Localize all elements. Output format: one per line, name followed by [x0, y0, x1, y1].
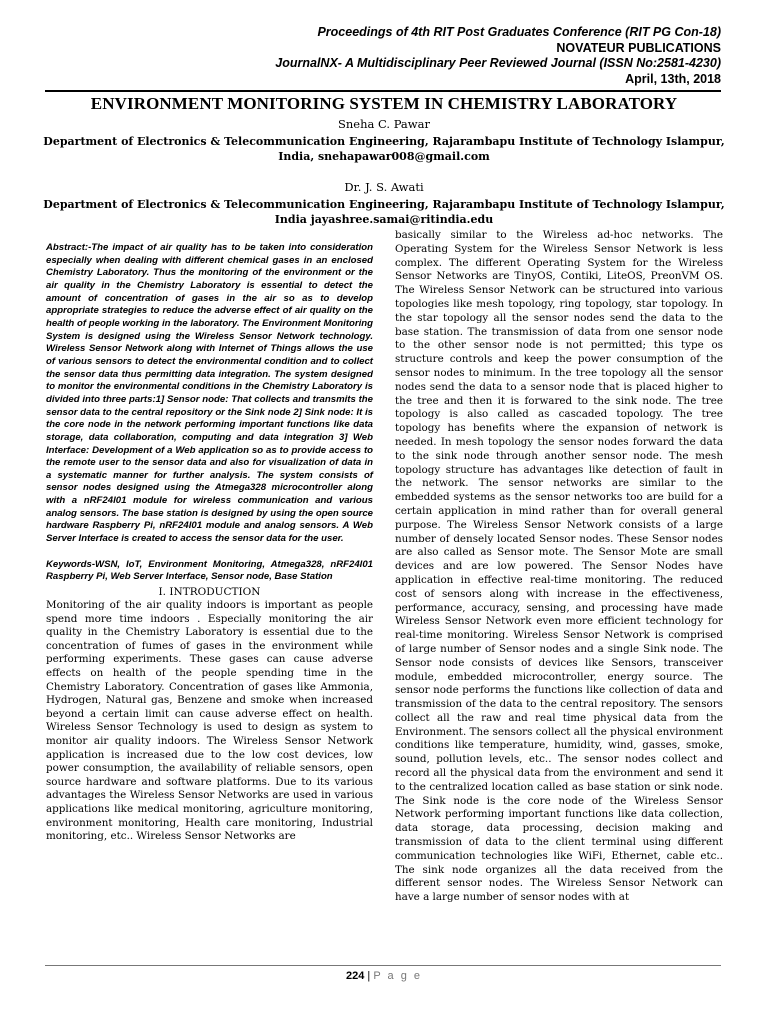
page-label: P a g e	[373, 970, 422, 982]
journal-name: JournalNX- A Multidisciplinary Peer Reviewed Journal (ISSN No:2581-4230)	[275, 56, 721, 70]
abstract: Abstract:-The impact of air quality has to be taken into consideration especially when dealing with different chemical gases in an enclosed Chemistry Laboratory. Thus the monitoring of the environment or the air quality in the Chemistry Laboratory is essential to detect the amount of concentration of gases in the air so as to develop appropriate strategies to reduce the adverse effect of air quality on the health of people working in the laboratory. The Environment Monitoring System is designed using the Wireless Sensor Network technology. Wireless Sensor Network along with Internet of Things allows the use of various sensors to detect the environmental condition and to collect the sensor data thus permitting data integration. The system designed to monitor the environmental conditions in the Chemistry Laboratory is divided into three parts:1] Sensor node: That collects and transmits the sensor data to the central repository or the Sink node 2] Sink node: It is the core node in the network performing important functions like data storage, data collaboration, computing and data integration 3] Web Interface: Development of a Web application so as to provide access to the remote user to the sensor data and also for visualization of data in a systematic manner for further analysis. The system consists of sensor nodes designed using the Atmega328 microcontroller along with a nRF24l01 module for wireless communication and various analog sensors. The base station is designed by using the open source hardware Raspberry Pi, nRF24l01 module and analog sensors. A Web Server Interface is created to access the sensor data for the user.	[46, 242, 373, 545]
publisher-name: NOVATEUR PUBLICATIONS	[556, 40, 721, 55]
publication-date: April, 13th, 2018	[625, 71, 721, 86]
section-heading: I. INTRODUCTION	[158, 586, 261, 599]
page-footer	[0, 970, 768, 982]
page-number: 224	[345, 970, 365, 982]
author-2-affiliation: Department of Electronics & Telecommunication Engineering, Rajarambapu Institute of Technology Islampur, India jayashree.samai@ritindia.edu	[43, 198, 725, 226]
journal-header	[161, 25, 721, 87]
intro-paragraph-left: Monitoring of the air quality indoors is important as people spend more time indoors . Especially monitoring the air quality in the Chemistry Laboratory is essential due to the concentration of fumes of gases in the environment while performing experiments. These gases can cause adverse effects on health of the people spending time in the Chemistry Laboratory. Concentration of gases like Ammonia, Hydrogen, Natural gas, Benzene and smoke when increased beyond a certain limit can cause adverse effect on health. Wireless Sensor Technology is used to design as system to monitor air quality indoors. The Wireless Sensor Network application is increased due to the low cost devices, low power consumption, the availability of reliable sensors, open source hardware and software platforms. Due to its various advantages the Wireless Sensor Networks are used in various applications like medical monitoring, agriculture monitoring, environment monitoring, Health care monitoring, Industrial monitoring, etc.. Wireless Sensor Networks are	[46, 599, 373, 843]
intro-paragraph-right: basically similar to the Wireless ad-hoc networks. The Operating System for the Wireless Sensor Network is less complex. The different Operating System for the Wireless Sensor Networks are TinyOS, Contiki, LiteOS, PreonVM OS. The Wireless Sensor Network can be structured into various topologies like mesh topology, ring topology, star topology. In the star topology all the sensor nodes send the data to the base station. The transmission of data from one sensor node to the other sensor node is not permitted; this type os structure controls and keep the power consumption of the sensor nodes to minimum. In the tree topology all the sensor nodes send the data to a sensor node that is placed higher to the tree and then it is forwared to the sink node. The tree topology is also called as cascaded topology. The tree topology has benefits where the expansion of network is needed. In mesh topology the sensor nodes forward the data to the sink node through another sensor node. The mesh topology structure has advantages like detection of fault in the network. The sensor networks are similar to the embedded systems as the sensor networks too are build for a certain application in mind rather than for overall general purpose. The Wireless Sensor Network consists of a large number of densely located Sensor nodes. These Sensor nodes are also called as Sensor mote. The Sensor Mote are small devices and are low powered. The Sensor Nodes have application in effective real-time monitoring. The reduced cost of sensors along with increase in the effectiveness, performance, accuracy, sensing, and processing have made Wireless Sensor Network even more efficient technology for real-time monitoring. Wireless Sensor Network is comprised of large number of Sensor nodes and a single Sink node. The Sensor node consists of devices like Sensors, transceiver module, embedded microcontroller, energy source. The sensor node performs the functions like collection of data and transmission of the data to the central repository. The sensors collect all the raw and real time physical data from the Environment. The sensors collect all the physical environment conditions like temperature, humidity, wind, gasses, smoke, sound, pollution levels, etc.. The sensor nodes collect and record all the physical data from the environment and send it to the centralized location called as base station or sink node. The Sink node is the core node of the Wireless Sensor Network performing important functions like data collection, data storage, data processing, decision making and transmission of data to the client terminal using different communication technologies like WiFi, Ethernet, cable etc.. The sink node organizes all the data received from the different sensor nodes. The Wireless Sensor Network can have a large number of sensor nodes with at	[395, 229, 723, 904]
footer-separator: |	[367, 970, 371, 982]
footer-rule	[45, 965, 721, 966]
author-1-name: Sneha C. Pawar	[338, 117, 430, 131]
keywords: Keywords-WSN, IoT, Environment Monitoring, Atmega328, nRF24l01 Raspberry Pi, Web Server Interface, Sensor node, Base Station	[46, 558, 373, 583]
paper-title: ENVIRONMENT MONITORING SYSTEM IN CHEMISTRY LABORATORY	[90, 94, 678, 113]
author-2-name: Dr. J. S. Awati	[344, 180, 424, 194]
author-1-affiliation: Department of Electronics & Telecommunication Engineering, Rajarambapu Institute of Technology Islampur, India, snehapawar008@gmail.com	[43, 135, 725, 163]
conference-name: Proceedings of 4th RIT Post Graduates Conference (RIT PG Con-18)	[317, 25, 721, 39]
left-column	[46, 242, 373, 844]
header-rule	[45, 90, 721, 92]
right-column	[395, 229, 723, 905]
